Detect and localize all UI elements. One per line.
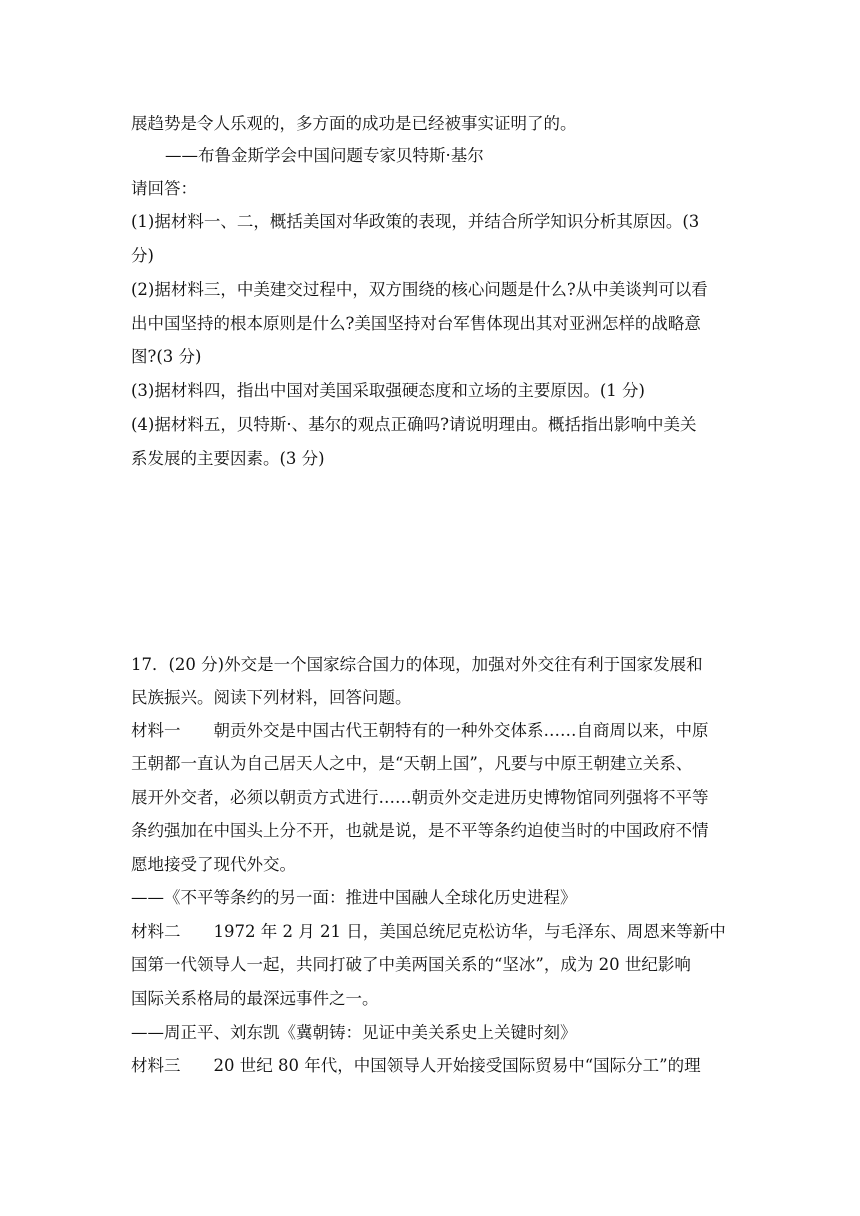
- text-line: 国第一代领导人一起，共同打破了中美两国关系的“坚冰”，成为 20 世纪影响: [131, 955, 691, 974]
- question-17: 17．(20 分)外交是一个国家综合国力的体现，加强对外交往有利于国家发展和: [131, 655, 703, 674]
- question-1: (1)据材料一、二，概括美国对华政策的表现，并结合所学知识分析其原因。(3: [131, 212, 700, 231]
- question-2: (2)据材料三，中美建交过程中，双方围绕的核心问题是什么?从中美谈判可以看: [131, 280, 708, 299]
- text-line: 国际关系格局的最深远事件之一。: [131, 989, 379, 1008]
- question-2-cont: 图?(3 分): [131, 347, 202, 366]
- question-3: (3)据材料四，指出中国对美国采取强硬态度和立场的主要原因。(1 分): [131, 381, 645, 400]
- question-4: (4)据材料五，贝特斯·、基尔的观点正确吗?请说明理由。概括指出影响中美关: [131, 415, 697, 434]
- material-3: 材料三 20 世纪 80 年代，中国领导人开始接受国际贸易中“国际分工”的理: [131, 1056, 701, 1075]
- text-line: 条约强加在中国头上分不开，也就是说，是不平等条约迫使当时的中国政府不情: [131, 821, 709, 840]
- material-2: 材料二 1972 年 2 月 21 日，美国总统尼克松访华，与毛泽东、周恩来等新中: [131, 922, 726, 941]
- question-4-cont: 系发展的主要因素。(3 分): [131, 449, 325, 468]
- text-line: 展趋势是令人乐观的，多方面的成功是已经被事实证明了的。: [131, 114, 577, 133]
- text-line: 王朝都一直认为自己居天人之中，是“天朝上国”，凡要与中原王朝建立关系、: [131, 754, 693, 773]
- text-line: 展开外交者，必须以朝贡方式进行……朝贡外交走进历史博物馆同列强将不平等: [131, 788, 709, 807]
- text-line: 请回答：: [131, 179, 197, 198]
- material-1: 材料一 朝贡外交是中国古代王朝特有的一种外交体系……自商周以来，中原: [131, 721, 709, 740]
- source-attribution: ——周正平、刘东凯《冀朝铸：见证中美关系史上关键时刻》: [131, 1023, 577, 1042]
- question-1-cont: 分): [131, 246, 154, 265]
- source-attribution: ——布鲁金斯学会中国问题专家贝特斯·基尔: [165, 146, 484, 165]
- text-line: 愿地接受了现代外交。: [131, 855, 296, 874]
- question-2-cont: 出中国坚持的根本原则是什么?美国坚持对台军售体现出其对亚洲怎样的战略意: [131, 314, 701, 333]
- text-line: 民族振兴。阅读下列材料，回答问题。: [131, 688, 412, 707]
- source-attribution: ——《不平等条约的另一面：推进中国融人全球化历史进程》: [131, 888, 577, 907]
